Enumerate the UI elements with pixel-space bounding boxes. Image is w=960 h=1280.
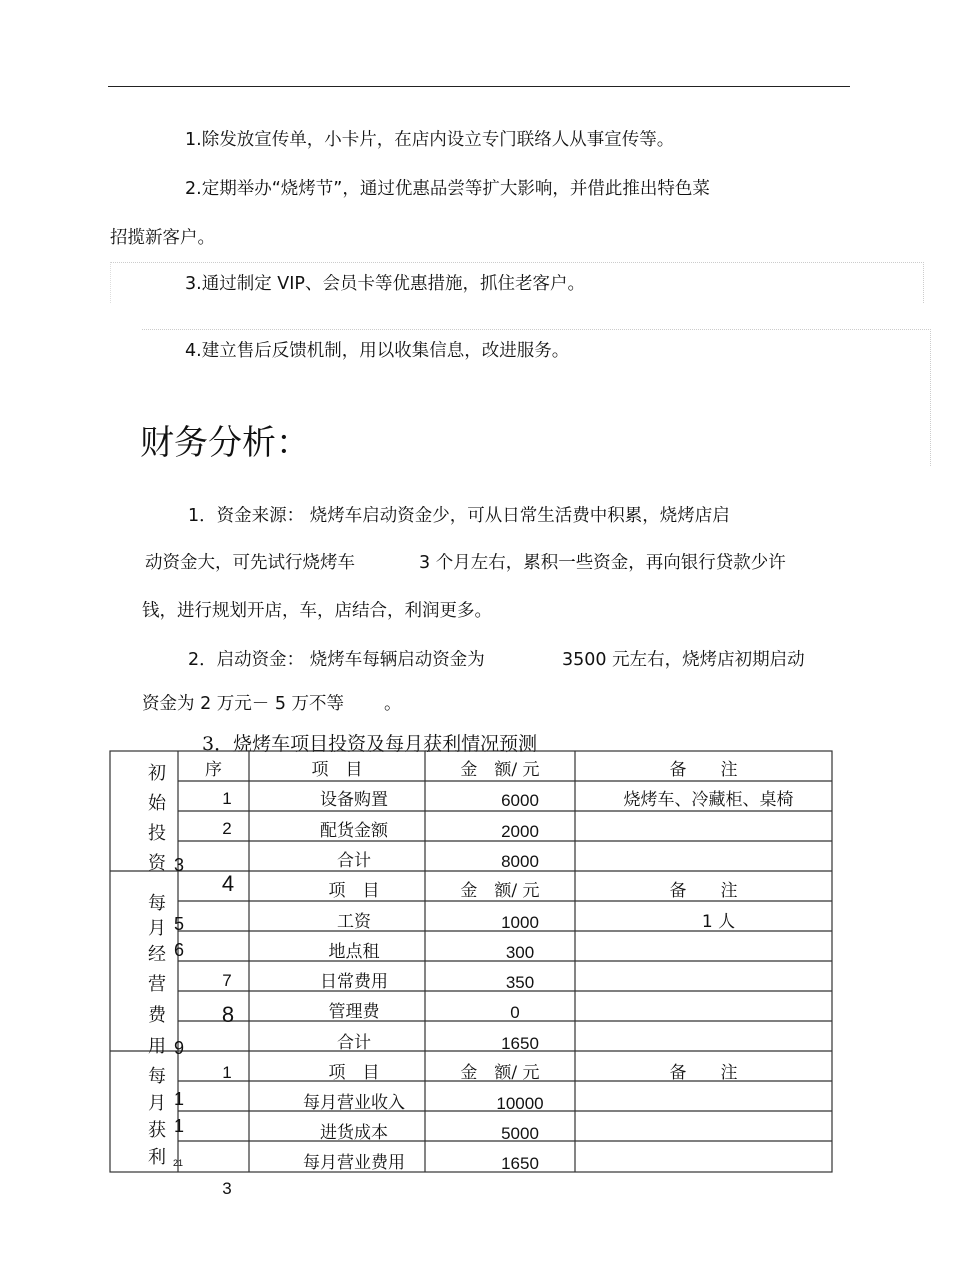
row4-amount: 金 额/ 元: [460, 881, 540, 901]
row11-seq: 1: [173, 1089, 184, 1109]
row8-amount: 0: [510, 1003, 520, 1022]
header-amount: 金 额/ 元: [460, 760, 540, 780]
row8-seq: 8: [221, 1002, 235, 1027]
monthly-cost-label-3: 经: [148, 944, 166, 965]
row5-item: 工资: [337, 912, 371, 932]
row4-seq: 4: [221, 871, 235, 896]
finance-p1-line3: 钱，进行规划开店，车，店结合，利润更多。: [142, 601, 492, 621]
finance-p1-line2a: 动资金大，可先试行烧烤车: [145, 553, 355, 573]
row10-seq: 1: [222, 1063, 232, 1082]
intro-item-3: 3.通过制定 VIP、会员卡等优惠措施，抓住老客户。: [185, 274, 585, 294]
intro-item-2-cont: 招揽新客户。: [110, 228, 215, 248]
row13-item: 每月营业费用: [303, 1153, 405, 1173]
row4-item: 项 目: [328, 881, 380, 901]
row9-amount: 1650: [501, 1034, 539, 1053]
intro-item-1: 1.除发放宣传单，小卡片，在店内设立专门联络人从事宣传等。: [185, 130, 675, 150]
initial-label-2: 始: [148, 793, 166, 814]
row6-seq: 6: [173, 940, 184, 960]
monthly-cost-label-4: 营: [148, 974, 166, 995]
row13-amount: 1650: [501, 1154, 539, 1173]
header-item: 项 目: [311, 760, 363, 780]
finance-p2-line2b: 。: [384, 694, 402, 714]
header-seq: 序: [205, 760, 222, 780]
row12-item: 进货成本: [320, 1123, 388, 1143]
monthly-cost-label-1: 每: [148, 893, 166, 914]
finance-p1-line1: 1．资金来源： 烧烤车启动资金少，可从日常生活费中积累，烧烤店启: [188, 506, 730, 526]
row6-item: 地点租: [328, 942, 380, 962]
monthly-profit-label-3: 获: [148, 1120, 166, 1141]
section-title: 财务分析：: [140, 423, 310, 463]
initial-label-1: 初: [148, 763, 166, 784]
row12-amount: 5000: [501, 1124, 539, 1143]
row1-amount: 6000: [501, 791, 539, 810]
row7-seq: 7: [222, 971, 232, 990]
row3-amount: 8000: [501, 852, 539, 871]
row7-item: 日常费用: [320, 972, 388, 992]
row12-seq: 1: [173, 1116, 184, 1136]
monthly-cost-label-6: 用: [148, 1036, 166, 1057]
monthly-profit-label-4: 利: [148, 1147, 166, 1168]
row5-amount: 1000: [501, 913, 539, 932]
row10-item: 项 目: [328, 1063, 380, 1083]
finance-p2-line2a: 资金为 2 万元－ 5 万不等: [142, 694, 345, 714]
row2-item: 配货金额: [320, 821, 388, 841]
finance-p2-line1b: 3500 元左右，烧烤店初期启动: [562, 650, 805, 670]
header-note: 备 注: [669, 760, 738, 780]
row13-seq: 21: [172, 1158, 183, 1168]
row3-item: 合计: [337, 851, 371, 871]
row4-note: 备 注: [669, 881, 738, 901]
trailing-seq: 3: [222, 1179, 232, 1198]
row6-amount: 300: [505, 943, 535, 962]
row1-seq: 1: [222, 789, 232, 808]
row2-seq: 2: [222, 819, 232, 838]
row11-item: 每月营业收入: [303, 1093, 405, 1113]
initial-label-4: 资: [148, 853, 166, 874]
row1-item: 设备购置: [320, 790, 388, 810]
monthly-cost-label-5: 费: [148, 1005, 166, 1026]
finance-p2-line1a: 2．启动资金： 烧烤车每辆启动资金为: [188, 650, 485, 670]
row2-amount: 2000: [501, 822, 539, 841]
row9-item: 合计: [337, 1033, 371, 1053]
monthly-cost-label-2: 月: [148, 918, 166, 939]
initial-label-3: 投: [148, 823, 166, 844]
row5-note: 1 人: [701, 912, 736, 932]
intro-item-2: 2.定期举办“烧烤节”，通过优惠品尝等扩大影响，并借此推出特色菜: [185, 179, 710, 199]
row10-amount: 金 额/ 元: [460, 1063, 540, 1083]
row9-seq: 9: [173, 1038, 184, 1058]
row5-seq: 5: [173, 914, 184, 934]
monthly-profit-label-1: 每: [148, 1066, 166, 1087]
row7-amount: 350: [505, 973, 535, 992]
row1-note: 烧烤车、冷藏柜、桌椅: [623, 790, 794, 810]
monthly-profit-label-2: 月: [148, 1093, 166, 1114]
row8-item: 管理费: [328, 1002, 380, 1022]
table-caption: 3．烧烤车项目投资及每月获利情况预测: [202, 733, 538, 755]
intro-item-4: 4.建立售后反馈机制，用以收集信息，改进服务。: [185, 341, 570, 361]
row3-seq: 3: [173, 855, 184, 875]
row11-amount: 10000: [496, 1094, 544, 1113]
finance-p1-line2b: 3 个月左右，累积一些资金，再向银行贷款少许: [419, 553, 786, 573]
row10-note: 备 注: [669, 1063, 738, 1083]
